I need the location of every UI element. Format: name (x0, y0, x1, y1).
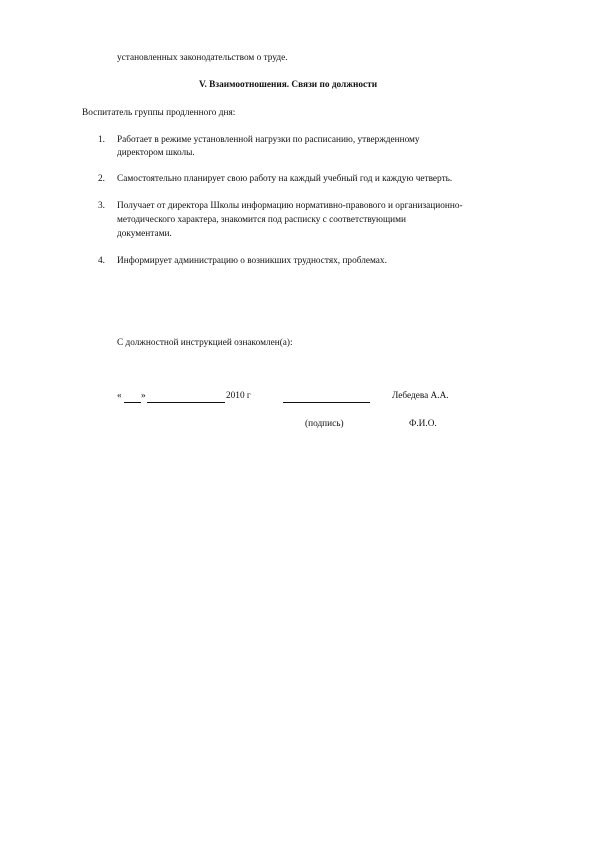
year-label: 2010 г (226, 391, 251, 401)
item-number-3: 3. (98, 201, 105, 211)
intro-line: Воспитатель группы продленного дня: (82, 108, 236, 118)
item-2-line-1: Самостоятельно планирует свою работу на каждый учебный год и каждую четверть. (117, 174, 453, 184)
date-close-quote: » (141, 391, 146, 401)
item-number-2: 2. (98, 174, 105, 184)
item-3-line-3: документами. (117, 229, 172, 239)
item-3-line-2: методического характера, знакомится под расписку с соответствующими (117, 215, 406, 225)
item-number-4: 4. (98, 256, 105, 266)
item-number-1: 1. (98, 135, 105, 145)
day-blank-line (124, 402, 141, 403)
month-blank-line (147, 402, 225, 403)
section-heading: V. Взаимоотношения. Связи по должности (199, 80, 378, 90)
item-4-line-1: Информирует администрацию о возникших трудностях, проблемах. (117, 256, 387, 266)
signature-caption: (подпись) (305, 419, 344, 429)
date-open-quote: « (117, 391, 122, 401)
acknowledgement-line: С должностной инструкцией ознакомлен(а): (117, 338, 293, 348)
signature-blank-line (283, 402, 370, 403)
item-1-line-2: директором школы. (117, 148, 195, 158)
top-line: установленных законодательством о труде. (117, 53, 288, 63)
item-3-line-1: Получает от директора Школы информацию нормативно-правового и организационно- (117, 201, 463, 211)
item-1-line-1: Работает в режиме установленной нагрузки по расписанию, утвержденному (117, 135, 420, 145)
name-caption: Ф.И.О. (409, 419, 437, 429)
signer-name: Лебедева А.А. (392, 391, 449, 401)
